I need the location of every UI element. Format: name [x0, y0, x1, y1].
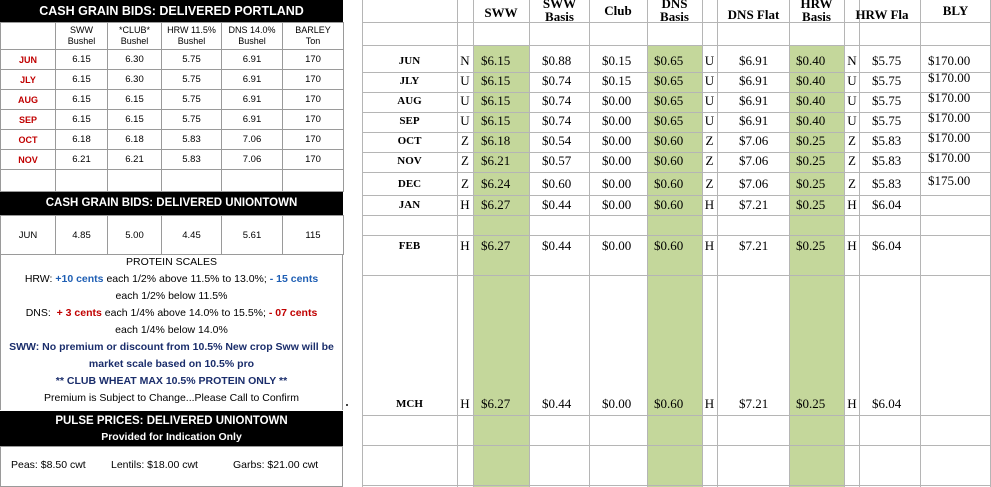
grid-hline [362, 275, 991, 276]
corner-cell [1, 23, 56, 50]
cell-hrw-basis: $0.25 [796, 133, 826, 148]
header-hrw-flat: HRW Fla [855, 8, 909, 21]
grid-hline [362, 172, 991, 173]
grid-vline [589, 0, 590, 487]
bid-value: 6.91 [222, 90, 283, 110]
bid-value: 5.75 [162, 90, 222, 110]
cell-dns-flat: $7.21 [739, 238, 769, 253]
cell-sww-basis: $0.60 [542, 176, 572, 191]
cell-bly: $170.00 [928, 70, 971, 85]
bid-value: 6.18 [108, 130, 162, 150]
cell-sww-basis: $0.74 [542, 113, 572, 128]
cell-code: Z [461, 176, 469, 191]
portland-title: CASH GRAIN BIDS: DELIVERED PORTLAND [0, 0, 343, 22]
cell-hrw-flat: $5.75 [872, 93, 902, 108]
pulse-subtitle: Provided for Indication Only [101, 431, 242, 443]
cell-bly: $170.00 [928, 150, 971, 165]
cell-dns-basis: $0.65 [654, 113, 684, 128]
premium-disclaimer: Premium is Subject to Change...Please Call to Confirm [43, 392, 300, 404]
portland-col-header [222, 23, 283, 50]
header-line-1: SWW [70, 25, 93, 35]
header-line-2: Bushel [67, 36, 96, 46]
sww-note-2: market scale based on 10.5% pro [88, 358, 255, 370]
uniontown-title: CASH GRAIN BIDS: DELIVERED UNIONTOWN [0, 192, 343, 215]
hrw-scale-line [1, 271, 342, 288]
cell-club: $0.15 [602, 53, 632, 68]
bid-value: 6.15 [108, 110, 162, 130]
cell-club: $0.00 [602, 133, 632, 148]
header-line-1: HRW 11.5% [167, 25, 216, 35]
header-line-2: Bushel [120, 36, 149, 46]
cell-hrw-code: H [847, 396, 857, 411]
pulse-title: PULSE PRICES: DELIVERED UNIONTOWN [55, 415, 288, 427]
cell-club: $0.00 [602, 93, 632, 108]
cell-code: U [460, 73, 470, 88]
basis-grid [362, 0, 991, 487]
dns-discount: - 07 cents [268, 307, 318, 319]
cell-dns-basis: $0.65 [654, 53, 684, 68]
bid-value: 5.83 [162, 130, 222, 150]
portland-row [1, 70, 344, 90]
portland-col-header [162, 23, 222, 50]
cell-hrw-basis: $0.40 [796, 113, 826, 128]
bid-value: 6.15 [56, 70, 108, 90]
header-line-1: BARLEY [295, 25, 331, 35]
bid-value: 170 [283, 110, 344, 130]
pulse-title-bar [0, 411, 343, 446]
cell-hrw-basis: $0.40 [796, 53, 826, 68]
cell-dns-code: H [704, 396, 715, 411]
portland-row [1, 150, 344, 170]
header-bly: BLY [942, 3, 969, 18]
bid-value: 4.45 [162, 216, 222, 255]
bid-value: 170 [283, 50, 344, 70]
month-label: NOV [1, 150, 56, 170]
cell-hrw-flat: $5.83 [872, 133, 902, 148]
cell-month: NOV [397, 155, 422, 167]
cell-code: Z [461, 133, 469, 148]
cell-hrw-basis: $0.40 [796, 73, 826, 88]
cell-sww-basis: $0.44 [542, 238, 572, 253]
cell-sww-basis: $0.74 [542, 73, 572, 88]
cell-hrw-basis: $0.40 [796, 93, 826, 108]
cell-club: $0.00 [602, 113, 632, 128]
bid-value: 170 [283, 90, 344, 110]
cell-bly: $175.00 [928, 173, 971, 188]
cell-hrw-code: Z [848, 153, 856, 168]
cell-sww-basis: $0.74 [542, 93, 572, 108]
hrw-premium-desc: each 1/2% above 11.5% to 13.0%; [106, 273, 267, 285]
cell-dns-basis: $0.60 [654, 238, 684, 253]
grid-vline [859, 0, 860, 487]
cell-code: H [460, 197, 470, 212]
cell-month: OCT [397, 135, 422, 147]
uniontown-row [1, 216, 344, 255]
cell-hrw-flat: $5.83 [872, 176, 902, 191]
cell-sww: $6.15 [481, 113, 511, 128]
cell-club: $0.00 [602, 238, 632, 253]
cell-dns-code: U [704, 93, 715, 108]
hrw-discount: - 15 cents [269, 273, 319, 285]
cell-hrw-flat: $5.75 [872, 53, 902, 68]
cell-month: AUG [397, 95, 422, 107]
cell-dns-flat: $6.91 [739, 93, 769, 108]
header-line-2: Bushel [177, 36, 206, 46]
bid-value: 6.15 [56, 110, 108, 130]
cell-sww-basis: $0.88 [542, 53, 572, 68]
bid-value: 5.83 [162, 150, 222, 170]
grid-hline [362, 235, 991, 236]
header-line-2: Ton [305, 36, 321, 46]
month-label: JUN [1, 216, 56, 255]
header-sww: SWW [484, 5, 518, 20]
cell-dns-code: H [704, 197, 715, 212]
cell-month: JAN [398, 199, 421, 211]
portland-row [1, 90, 344, 110]
bid-value: 7.06 [222, 130, 283, 150]
cell-sww-basis: $0.54 [542, 133, 572, 148]
bid-value: 5.75 [162, 50, 222, 70]
cell-dns-flat: $6.91 [739, 73, 769, 88]
header-line-2: Bushel [238, 36, 266, 46]
bid-value: 6.21 [108, 150, 162, 170]
cell-hrw-code: Z [848, 133, 856, 148]
portland-row [1, 50, 344, 70]
cell-dns-flat: $7.06 [739, 176, 769, 191]
bid-value: 170 [283, 150, 344, 170]
grid-hline [362, 485, 991, 486]
dns-discount-desc: each 1/4% below 14.0% [115, 324, 228, 336]
dns-premium-desc: each 1/4% above 14.0% to 15.5%; [104, 307, 266, 319]
cell-dns-flat: $6.91 [739, 53, 769, 68]
cell-sww: $6.27 [481, 238, 511, 253]
cell-hrw-flat: $6.04 [872, 238, 902, 253]
cell-hrw-flat: $6.04 [872, 396, 902, 411]
cell-hrw-code: Z [848, 176, 856, 191]
cell-dns-code: U [704, 113, 715, 128]
bid-value: 6.15 [56, 90, 108, 110]
cell-sww: $6.24 [481, 176, 511, 191]
cell-hrw-code: U [847, 93, 857, 108]
grid-vline [473, 0, 474, 487]
hrw-premium: +10 cents [55, 273, 104, 285]
cell-month: DEC [397, 178, 422, 190]
stray-dot [346, 404, 348, 406]
portland-col-header [108, 23, 162, 50]
cell-dns-code: Z [705, 153, 714, 168]
hrw-discount-desc: each 1/2% below 11.5% [115, 290, 228, 302]
grid-hline [362, 445, 991, 446]
blank-row [1, 170, 344, 192]
portland-row [1, 130, 344, 150]
cell-sww-basis: $0.57 [542, 153, 572, 168]
cell-month: SEP [399, 115, 420, 127]
cell-hrw-basis: $0.25 [796, 396, 826, 411]
grid-vline [529, 0, 530, 487]
uniontown-bids-table [0, 215, 344, 255]
bid-value: 6.18 [56, 130, 108, 150]
cell-bly: $170.00 [928, 130, 971, 145]
dns-scale-line [1, 305, 342, 322]
cell-hrw-basis: $0.25 [796, 153, 826, 168]
header-club: Club [604, 3, 632, 18]
header-sww-basis: SWW Basis [542, 0, 577, 24]
peas-price: Peas: $8.50 cwt [11, 459, 86, 471]
cell-dns-basis: $0.60 [654, 396, 684, 411]
cell-code: N [460, 53, 470, 68]
grid-hline [362, 195, 991, 196]
cell-dns-flat: $7.21 [739, 396, 769, 411]
garbs-price: Garbs: $21.00 cwt [233, 459, 319, 471]
cell-dns-flat: $6.91 [739, 113, 769, 128]
portland-bids-panel [0, 0, 343, 487]
grid-hline [362, 415, 991, 416]
grid-vline [789, 0, 790, 487]
cell-month: JLY [399, 75, 420, 87]
cell-dns-flat: $7.06 [739, 133, 769, 148]
bid-value: 6.21 [56, 150, 108, 170]
cell-dns-basis: $0.65 [654, 73, 684, 88]
protein-title: PROTEIN SCALES [125, 256, 218, 268]
cell-sww: $6.27 [481, 197, 511, 212]
bid-value: 5.00 [108, 216, 162, 255]
cell-sww-basis: $0.44 [542, 197, 572, 212]
cell-club: $0.00 [602, 153, 632, 168]
cell-code: H [460, 238, 470, 253]
cell-hrw-code: U [847, 113, 857, 128]
bid-value: 6.15 [56, 50, 108, 70]
cell-month: MCH [396, 398, 423, 410]
cell-dns-code: Z [705, 176, 714, 191]
pulse-prices [0, 446, 343, 487]
grid-vline [647, 0, 648, 487]
cell-sww: $6.15 [481, 73, 511, 88]
cell-month: FEB [398, 240, 421, 252]
hrw-prefix: HRW: [24, 273, 53, 285]
cell-hrw-code: H [847, 238, 857, 253]
cell-month: JUN [398, 55, 421, 67]
header-line-1: *CLUB* [118, 25, 150, 35]
cell-sww: $6.18 [481, 133, 511, 148]
bid-value: 5.75 [162, 110, 222, 130]
cell-club: $0.00 [602, 176, 632, 191]
bid-value: 6.15 [108, 90, 162, 110]
cell-code: U [460, 113, 470, 128]
header-dns-flat: DNS Flat [727, 7, 780, 22]
bid-value: 170 [283, 130, 344, 150]
cell-bly: $170.00 [928, 90, 971, 105]
header-line-1: DNS 14.0% [228, 25, 276, 35]
bid-value: 6.30 [108, 50, 162, 70]
sww-note-1: SWW: No premium or discount from 10.5% New crop Sww will be [9, 341, 334, 353]
header-dns-basis: DNS Basis [660, 0, 689, 24]
cell-bly: $170.00 [928, 110, 971, 125]
cell-hrw-flat: $5.75 [872, 73, 902, 88]
portland-row [1, 110, 344, 130]
cell-dns-code: H [704, 238, 715, 253]
grid-hline [362, 215, 991, 216]
cell-club: $0.15 [602, 73, 632, 88]
grid-vline [717, 0, 718, 487]
cell-code: U [460, 93, 470, 108]
bid-value: 5.61 [222, 216, 283, 255]
cell-club: $0.00 [602, 197, 632, 212]
cell-sww: $6.15 [481, 53, 511, 68]
cell-dns-code: U [704, 73, 715, 88]
cell-hrw-code: N [847, 53, 857, 68]
bid-value: 115 [283, 216, 344, 255]
cell-dns-code: Z [705, 133, 714, 148]
cell-club: $0.00 [602, 396, 632, 411]
cell-sww-basis: $0.44 [542, 396, 572, 411]
club-wheat-note: ** CLUB WHEAT MAX 10.5% PROTEIN ONLY ** [55, 375, 288, 387]
month-label: AUG [1, 90, 56, 110]
month-label: JLY [1, 70, 56, 90]
cell-sww: $6.21 [481, 153, 511, 168]
protein-scales [0, 254, 343, 410]
portland-bids-table [0, 22, 344, 192]
cell-hrw-code: U [847, 73, 857, 88]
bid-value: 6.30 [108, 70, 162, 90]
cell-hrw-basis: $0.25 [796, 176, 826, 191]
dns-prefix: DNS: [25, 307, 51, 319]
cell-code: H [460, 396, 470, 411]
grid-vline [920, 0, 921, 487]
cell-dns-basis: $0.60 [654, 133, 684, 148]
cell-hrw-flat: $6.04 [872, 197, 902, 212]
header-hrw-basis: HRW Basis [800, 0, 833, 24]
cell-dns-flat: $7.06 [739, 153, 769, 168]
dns-premium: + 3 cents [56, 307, 102, 319]
cell-dns-code: U [704, 53, 715, 68]
bid-value: 7.06 [222, 150, 283, 170]
cell-hrw-basis: $0.25 [796, 197, 826, 212]
cell-dns-flat: $7.21 [739, 197, 769, 212]
bid-value: 5.75 [162, 70, 222, 90]
cell-code: Z [461, 153, 469, 168]
cell-dns-basis: $0.65 [654, 93, 684, 108]
cell-hrw-basis: $0.25 [796, 238, 826, 253]
cell-sww: $6.15 [481, 93, 511, 108]
bid-value: 4.85 [56, 216, 108, 255]
cell-hrw-flat: $5.83 [872, 153, 902, 168]
month-label: SEP [1, 110, 56, 130]
portland-col-header [56, 23, 108, 50]
bid-value: 6.91 [222, 70, 283, 90]
cell-bly: $170.00 [928, 53, 971, 68]
cell-dns-basis: $0.60 [654, 197, 684, 212]
month-label: OCT [1, 130, 56, 150]
bid-value: 6.91 [222, 110, 283, 130]
cell-sww: $6.27 [481, 396, 511, 411]
grid-hline [362, 45, 991, 46]
portland-col-header [283, 23, 344, 50]
bid-value: 6.91 [222, 50, 283, 70]
cell-hrw-code: H [847, 197, 857, 212]
cell-dns-basis: $0.60 [654, 153, 684, 168]
cell-hrw-flat: $5.75 [872, 113, 902, 128]
cell-dns-basis: $0.60 [654, 176, 684, 191]
month-label: JUN [1, 50, 56, 70]
bid-value: 170 [283, 70, 344, 90]
lentils-price: Lentils: $18.00 cwt [111, 459, 198, 471]
